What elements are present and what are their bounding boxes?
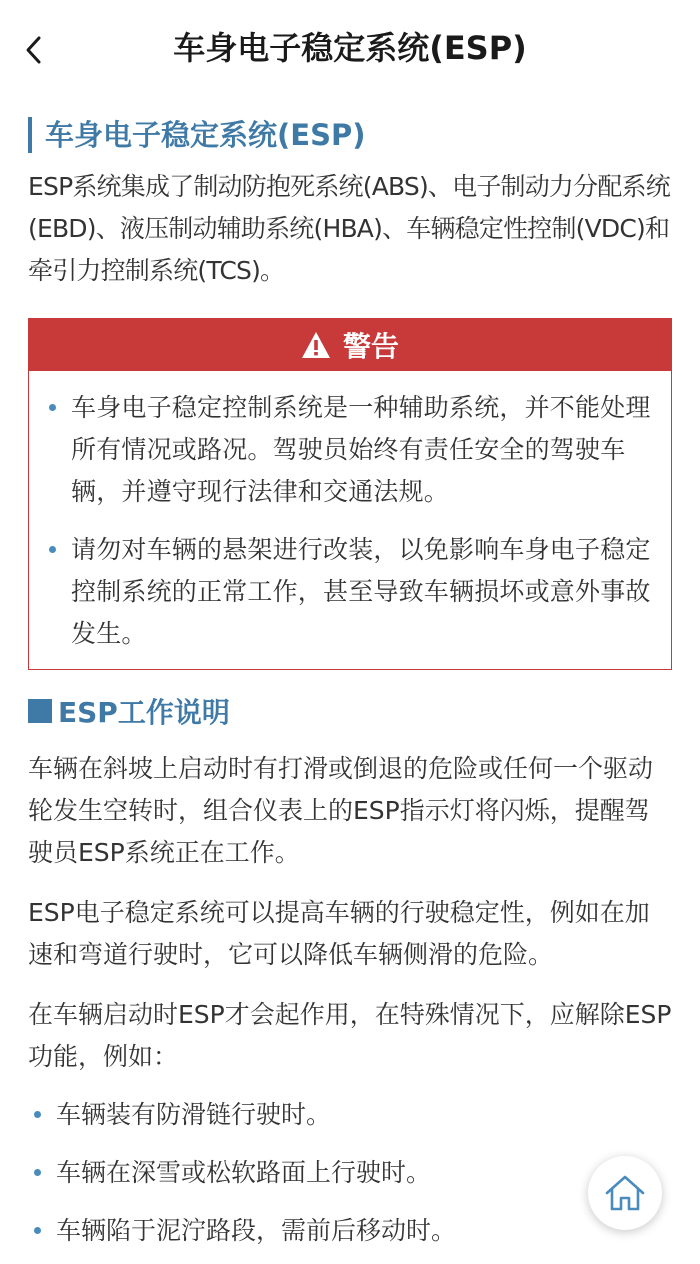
esp-paragraph: ESP电子稳定系统可以提高车辆的行驶稳定性，例如在加速和弯道行驶时，它可以降低车辆侧滑的危险。	[28, 898, 650, 969]
list-item	[28, 1210, 673, 1252]
bullet-dot	[34, 1227, 41, 1234]
list-item	[28, 1094, 673, 1136]
intro-paragraph: ESP系统集成了制动防抱死系统(ABS)、电子制动力分配系统(EBD)、液压制动辅助系统(HBA)、车辆稳定性控制(VDC)和牵引力控制系统(TCS)。	[28, 172, 670, 285]
chevron-left-icon	[23, 35, 45, 65]
warning-body	[29, 371, 671, 669]
warning-item-text: 车身电子稳定控制系统是一种辅助系统，并不能处理所有情况或路况。驾驶员始终有责任安全的驾驶车辆，并遵守现行法律和交通法规。	[71, 393, 651, 506]
home-button[interactable]	[588, 1156, 662, 1230]
esp-paragraph: 在车辆启动时ESP才会起作用，在特殊情况下，应解除ESP功能，例如：	[28, 1000, 672, 1071]
esp-work-title: ESP工作说明	[58, 696, 230, 729]
esp-work-heading	[28, 688, 673, 734]
esp-paragraph: 车辆在斜坡上启动时有打滑或倒退的危险或任何一个驱动轮发生空转时，组合仪表上的ESP指示灯将闪烁，提醒驾驶员ESP系统正在工作。	[28, 754, 654, 867]
bullet-dot	[49, 404, 56, 411]
warning-box	[28, 318, 672, 670]
warning-triangle-icon	[301, 331, 331, 359]
list-item-text: 车辆在深雪或松软路面上行驶时。	[56, 1158, 432, 1187]
list-item-text: 车辆陷于泥泞路段，需前后移动时。	[56, 1216, 457, 1245]
back-button[interactable]	[14, 28, 54, 72]
section-title: 车身电子稳定系统(ESP)	[28, 112, 673, 158]
warning-label: 警告	[342, 330, 399, 363]
app-header	[0, 0, 700, 98]
list-item-text: 车辆装有防滑链行驶时。	[56, 1100, 332, 1129]
bullet-dot	[34, 1169, 41, 1176]
warning-header	[29, 319, 671, 371]
square-marker-icon	[28, 699, 52, 723]
esp-disable-list	[28, 1094, 673, 1252]
page-title: 车身电子稳定系统(ESP)	[173, 29, 527, 67]
warning-item	[49, 529, 657, 655]
list-item	[28, 1152, 673, 1194]
warning-item-text: 请勿对车辆的悬架进行改装，以免影响车身电子稳定控制系统的正常工作，甚至导致车辆损坏或意外事故发生。	[71, 535, 651, 648]
bullet-dot	[49, 546, 56, 553]
home-icon	[604, 1173, 646, 1213]
warning-item	[49, 387, 657, 513]
main-content	[28, 100, 673, 1252]
bullet-dot	[34, 1111, 41, 1118]
